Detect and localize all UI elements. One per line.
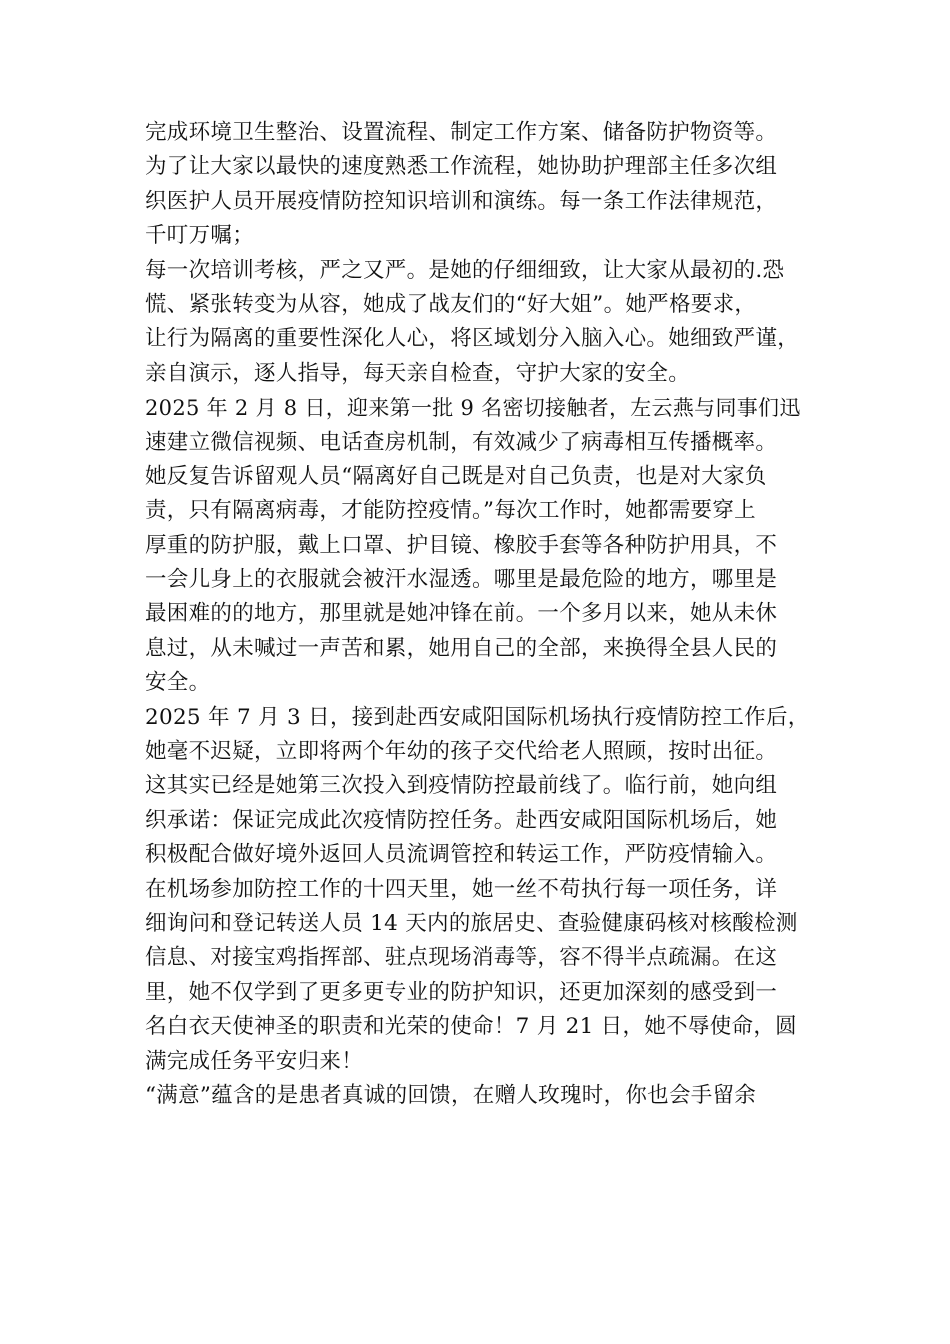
text-line: 亲自演示，逐人指导，每天亲自检查，守护大家的安全。 <box>145 360 691 386</box>
text-line: 她反复告诉留观人员“隔离好自己既是对自己负责，也是对大家负 <box>145 463 767 489</box>
text-line: 她毫不迟疑，立即将两个年幼的孩子交代给老人照顾，按时出征。 <box>145 739 778 765</box>
text-line: 息过，从未喊过一声苦和累，她用自己的全部，来换得全县人民的 <box>145 635 778 661</box>
text-line: 积极配合做好境外返回人员流调管控和转运工作，严防疫情输入。 <box>145 842 778 868</box>
text-line: 2025 年 2 月 8 日，迎来第一批 9 名密切接触者，左云燕与同事们迅 <box>145 396 801 421</box>
text-line: 让行为隔离的重要性深化人心，将区域划分入脑入心。她细致严谨， <box>145 326 800 352</box>
text-line: 2025 年 7 月 3 日，接到赴西安咸阳国际机场执行疫情防控工作后， <box>145 704 810 730</box>
text-line: 这其实已经是她第三次投入到疫情防控最前线了。临行前，她向组 <box>145 773 778 799</box>
text-line: 千叮万嘱； <box>145 223 255 249</box>
text-line: 名白衣天使神圣的职责和光荣的使命！7 月 21 日，她不辱使命，圆 <box>145 1014 797 1040</box>
text-line: 慌、紧张转变为从容，她成了战友们的“好大姐”。她严格要求， <box>145 291 757 317</box>
text-line: 里，她不仅学到了更多更专业的防护知识，还更加深刻的感受到一 <box>145 979 778 1005</box>
text-line: 织承诺：保证完成此次疫情防控任务。赴西安咸阳国际机场后，她 <box>145 807 778 833</box>
text-line: 每一次培训考核，严之又严。是她的仔细细致，让大家从最初的.恐 <box>145 257 785 283</box>
text-line: 细询问和登记转送人员 14 天内的旅居史、查验健康码核对核酸检测 <box>145 910 798 936</box>
text-line: 速建立微信视频、电话查房机制，有效减少了病毒相互传播概率。 <box>145 429 778 455</box>
text-line: 为了让大家以最快的速度熟悉工作流程，她协助护理部主任多次组 <box>145 154 778 180</box>
text-line: 完成环境卫生整治、设置流程、制定工作方案、储备防护物资等。 <box>145 120 778 145</box>
text-line: 安全。 <box>145 670 211 696</box>
text-line: 信息、对接宝鸡指挥部、驻点现场消毒等，容不得半点疏漏。在这 <box>145 945 778 971</box>
text-line: 最困难的的地方，那里就是她冲锋在前。一个多月以来，她从未休 <box>145 601 778 627</box>
text-line: 厚重的防护服，戴上口罩、护目镜、橡胶手套等各种防护用具，不 <box>145 532 778 558</box>
document-body <box>145 116 813 1113</box>
text-line: 满完成任务平安归来！ <box>145 1048 364 1074</box>
text-line: 一会儿身上的衣服就会被汗水湿透。哪里是最危险的地方，哪里是 <box>145 567 778 593</box>
text-line: 织医护人员开展疫情防控知识培训和演练。每一条工作法律规范， <box>145 188 778 214</box>
text-line: 责，只有隔离病毒，才能防控疫情。”每次工作时，她都需要穿上 <box>145 498 756 524</box>
text-line: “满意”蕴含的是患者真诚的回馈，在赠人玫瑰时，你也会手留余 <box>145 1082 757 1108</box>
text-line: 在机场参加防控工作的十四天里，她一丝不苟执行每一项任务，详 <box>145 876 778 902</box>
